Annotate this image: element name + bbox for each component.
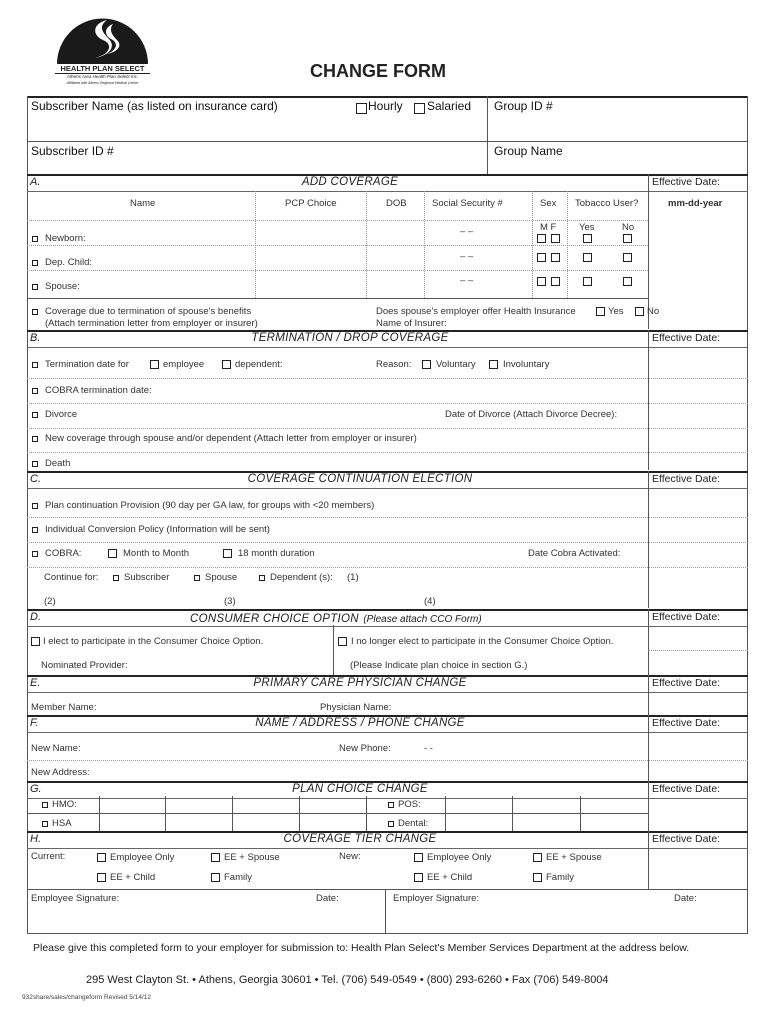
spouse-termination-label: Coverage due to termination of spouse's benefits xyxy=(45,306,252,317)
child-tobacco-yes-checkbox[interactable] xyxy=(583,253,592,262)
newborn-label: Newborn: xyxy=(45,233,86,244)
hsa-label: HSA xyxy=(52,818,72,829)
section-b-effective-date: Effective Date: xyxy=(652,332,721,344)
section-e-letter: E. xyxy=(30,677,41,689)
reason-label: Reason: xyxy=(376,359,412,370)
footer-instruction: Please give this completed form to your employer for submission to: Health Plan Select's Member Services Department at the address below. xyxy=(33,942,690,954)
employer-date-label: Date: xyxy=(674,893,697,904)
group-name-label: Group Name xyxy=(494,144,563,158)
logo-emblem-icon xyxy=(55,12,150,64)
new-employee-only-checkbox[interactable] xyxy=(414,853,423,862)
company-logo xyxy=(55,12,150,92)
section-h-title: COVERAGE TIER CHANGE xyxy=(283,833,437,845)
continue-dependent-checkbox[interactable] xyxy=(259,575,265,581)
salaried-label: Salaried xyxy=(427,99,472,113)
indicate-plan-note: (Please Indicate plan choice in section G.) xyxy=(350,660,528,671)
continue-spouse-label: Spouse xyxy=(205,572,238,583)
continue-dependent-label: Dependent (s): xyxy=(270,572,333,583)
continue-subscriber-label: Subscriber xyxy=(124,572,170,583)
involuntary-checkbox[interactable] xyxy=(489,360,498,369)
dependent-3: (3) xyxy=(224,596,236,607)
dependent-1: (1) xyxy=(347,572,359,583)
section-d-effective-date: Effective Date: xyxy=(652,611,721,623)
spouse-ssn-dashes: – – xyxy=(460,275,474,286)
hmo-checkbox[interactable] xyxy=(42,802,48,808)
section-a-title: ADD COVERAGE xyxy=(301,176,399,188)
section-e-title: PRIMARY CARE PHYSICIAN CHANGE xyxy=(253,677,467,689)
subscriber-name-label: Subscriber Name (as listed on insurance card) xyxy=(31,99,278,113)
hourly-label: Hourly xyxy=(368,99,403,113)
section-f-effective-date: Effective Date: xyxy=(652,717,721,729)
cco-no-longer-label: I no longer elect to participate in the Consumer Choice Option. xyxy=(351,636,614,647)
phone-dashes: - - xyxy=(424,743,433,754)
section-f-title: NAME / ADDRESS / PHONE CHANGE xyxy=(255,717,465,729)
logo-sub2: Affiliated with Athens Regional Medical Center xyxy=(66,81,139,85)
spouse-label: Spouse: xyxy=(45,281,80,292)
involuntary-label: Involuntary xyxy=(503,359,550,370)
spouse-offer-no-checkbox[interactable] xyxy=(635,307,644,316)
divorce-date-label: Date of Divorce (Attach Divorce Decree): xyxy=(445,409,618,420)
new-ee-child-label: EE + Child xyxy=(427,872,473,883)
dependent-4: (4) xyxy=(424,596,436,607)
section-g-letter: G. xyxy=(30,783,42,795)
current-family-label: Family xyxy=(224,872,252,883)
month-to-month-checkbox[interactable] xyxy=(108,549,117,558)
new-address-label: New Address: xyxy=(31,767,90,778)
pos-checkbox[interactable] xyxy=(388,802,394,808)
insurer-name-label: Name of Insurer: xyxy=(376,318,447,329)
term-dependent-label: dependent: xyxy=(235,359,283,370)
tobacco-no-label: No xyxy=(622,222,635,233)
logo-sub1: Athens Area Health Plan Select Inc. xyxy=(66,74,139,79)
logo-name: HEALTH PLAN SELECT xyxy=(55,64,150,74)
hsa-checkbox[interactable] xyxy=(42,821,48,827)
current-employee-only-label: Employee Only xyxy=(110,852,175,863)
spouse-tobacco-no-checkbox[interactable] xyxy=(623,277,632,286)
current-family-checkbox[interactable] xyxy=(211,873,220,882)
section-b-title: TERMINATION / DROP COVERAGE xyxy=(251,332,449,344)
cco-no-longer-checkbox[interactable] xyxy=(338,637,347,646)
new-ee-spouse-label: EE + Spouse xyxy=(546,852,602,863)
col-name: Name xyxy=(130,198,156,209)
dental-checkbox[interactable] xyxy=(388,821,394,827)
section-c-effective-date: Effective Date: xyxy=(652,473,721,485)
termination-date-label: Termination date for xyxy=(45,359,129,370)
child-female-checkbox[interactable] xyxy=(551,253,560,262)
dental-label: Dental: xyxy=(398,818,429,829)
newborn-tobacco-no-checkbox[interactable] xyxy=(623,234,632,243)
hourly-checkbox[interactable] xyxy=(356,103,367,114)
new-ee-child-checkbox[interactable] xyxy=(414,873,423,882)
spouse-male-checkbox[interactable] xyxy=(537,277,546,286)
subscriber-id-label: Subscriber ID # xyxy=(31,144,114,158)
cobra-checkbox[interactable] xyxy=(32,551,38,557)
physician-name-label: Physician Name: xyxy=(320,702,392,713)
section-h-letter: H. xyxy=(30,833,41,845)
footer-address: 295 West Clayton St. • Athens, Georgia 30601 • Tel. (706) 549-0549 • (800) 293-6260 • Fax (706) 549-8004 xyxy=(86,974,609,986)
term-employee-label: employee xyxy=(163,359,205,370)
death-label: Death xyxy=(45,458,71,469)
new-family-checkbox[interactable] xyxy=(533,873,542,882)
spouse-tobacco-yes-checkbox[interactable] xyxy=(583,277,592,286)
spouse-female-checkbox[interactable] xyxy=(551,277,560,286)
month-to-month-label: Month to Month xyxy=(123,548,190,559)
col-pcp: PCP Choice xyxy=(285,198,337,209)
salaried-checkbox[interactable] xyxy=(414,103,425,114)
voluntary-checkbox[interactable] xyxy=(422,360,431,369)
hmo-label: HMO: xyxy=(52,799,77,810)
dep-child-label: Dep. Child: xyxy=(45,257,92,268)
plan-continuation-label: Plan continuation Provision (90 day per GA law, for groups with <20 members) xyxy=(45,500,375,511)
divorce-label: Divorce xyxy=(45,409,78,420)
newborn-ssn-dashes: – – xyxy=(460,226,474,237)
divorce-checkbox[interactable] xyxy=(32,412,38,418)
employee-signature-label: Employee Signature: xyxy=(31,893,120,904)
18-month-label: 18 month duration xyxy=(238,548,315,559)
child-ssn-dashes: – – xyxy=(460,251,474,262)
newborn-male-checkbox[interactable] xyxy=(537,234,546,243)
section-a-effective-date: Effective Date: xyxy=(652,176,721,188)
section-h-effective-date: Effective Date: xyxy=(652,833,721,845)
spouse-termination-checkbox[interactable] xyxy=(32,309,38,315)
section-g-title: PLAN CHOICE CHANGE xyxy=(292,783,428,795)
section-f-letter: F. xyxy=(30,717,39,729)
child-tobacco-no-checkbox[interactable] xyxy=(623,253,632,262)
date-format: mm-dd-year xyxy=(668,198,723,209)
spouse-employer-question: Does spouse's employer offer Health Insurance xyxy=(376,306,576,317)
current-ee-child-checkbox[interactable] xyxy=(97,873,106,882)
term-employee-checkbox[interactable] xyxy=(150,360,159,369)
tobacco-yes-label: Yes xyxy=(579,222,595,233)
spouse-offer-yes-checkbox[interactable] xyxy=(596,307,605,316)
employer-signature-label: Employer Signature: xyxy=(393,893,480,904)
new-name-label: New Name: xyxy=(31,743,81,754)
col-ssn: Social Security # xyxy=(432,198,503,209)
new-phone-label: New Phone: xyxy=(339,743,391,754)
current-tier-label: Current: xyxy=(31,851,66,862)
section-c-letter: C. xyxy=(30,473,41,485)
dep-child-checkbox[interactable] xyxy=(32,260,38,266)
dependent-2: (2) xyxy=(44,596,56,607)
new-family-label: Family xyxy=(546,872,574,883)
section-g-effective-date: Effective Date: xyxy=(652,783,721,795)
cobra-termination-checkbox[interactable] xyxy=(32,388,38,394)
footer-revision: 932share/sales/changeform Revised 5/14/12 xyxy=(22,994,151,1001)
new-coverage-label: New coverage through spouse and/or dependent (Attach letter from employer or insurer) xyxy=(45,433,417,444)
continue-spouse-checkbox[interactable] xyxy=(194,575,200,581)
continue-for-label: Continue for: xyxy=(44,572,99,583)
individual-conversion-label: Individual Conversion Policy (Information will be sent) xyxy=(45,524,270,535)
newborn-checkbox[interactable] xyxy=(32,236,38,242)
nominated-provider-label: Nominated Provider: xyxy=(41,660,128,671)
section-a-letter: A. xyxy=(30,176,41,188)
new-tier-label: New: xyxy=(339,851,361,862)
individual-conversion-checkbox[interactable] xyxy=(32,527,38,533)
col-dob: DOB xyxy=(386,198,407,209)
section-c-title: COVERAGE CONTINUATION ELECTION xyxy=(247,473,473,485)
newborn-female-checkbox[interactable] xyxy=(551,234,560,243)
18-month-checkbox[interactable] xyxy=(223,549,232,558)
voluntary-label: Voluntary xyxy=(436,359,476,370)
current-ee-spouse-label: EE + Spouse xyxy=(224,852,280,863)
current-employee-only-checkbox[interactable] xyxy=(97,853,106,862)
term-dependent-checkbox[interactable] xyxy=(222,360,231,369)
continue-subscriber-checkbox[interactable] xyxy=(113,575,119,581)
cobra-label: COBRA: xyxy=(45,548,82,559)
col-tobacco: Tobacco User? xyxy=(575,198,639,209)
new-employee-only-label: Employee Only xyxy=(427,852,492,863)
sex-mf-label: M F xyxy=(540,222,557,233)
current-ee-child-label: EE + Child xyxy=(110,872,156,883)
plan-continuation-checkbox[interactable] xyxy=(32,503,38,509)
cco-elect-label: I elect to participate in the Consumer Choice Option. xyxy=(43,636,264,647)
group-id-label: Group ID # xyxy=(494,99,553,113)
section-e-effective-date: Effective Date: xyxy=(652,677,721,689)
section-d-note: (Please attach CCO Form) xyxy=(363,614,482,625)
employee-date-label: Date: xyxy=(316,893,339,904)
member-name-label: Member Name: xyxy=(31,702,97,713)
current-ee-spouse-checkbox[interactable] xyxy=(211,853,220,862)
section-b-letter: B. xyxy=(30,332,41,344)
cco-elect-checkbox[interactable] xyxy=(31,637,40,646)
form-title: CHANGE FORM xyxy=(310,61,446,81)
cobra-activated-label: Date Cobra Activated: xyxy=(528,548,621,559)
death-checkbox[interactable] xyxy=(32,461,38,467)
col-sex: Sex xyxy=(540,198,557,209)
spouse-termination-note: (Attach termination letter from employer or insurer) xyxy=(45,318,258,329)
section-d-title: CONSUMER CHOICE OPTION xyxy=(190,613,359,625)
spouse-checkbox[interactable] xyxy=(32,284,38,290)
termination-checkbox[interactable] xyxy=(32,362,38,368)
new-coverage-checkbox[interactable] xyxy=(32,436,38,442)
spouse-offer-no-label: No xyxy=(647,306,660,317)
section-d-letter: D. xyxy=(30,611,41,623)
pos-label: POS: xyxy=(398,799,421,810)
spouse-offer-yes-label: Yes xyxy=(608,306,624,317)
newborn-tobacco-yes-checkbox[interactable] xyxy=(583,234,592,243)
cobra-termination-label: COBRA termination date: xyxy=(45,385,152,396)
child-male-checkbox[interactable] xyxy=(537,253,546,262)
new-ee-spouse-checkbox[interactable] xyxy=(533,853,542,862)
